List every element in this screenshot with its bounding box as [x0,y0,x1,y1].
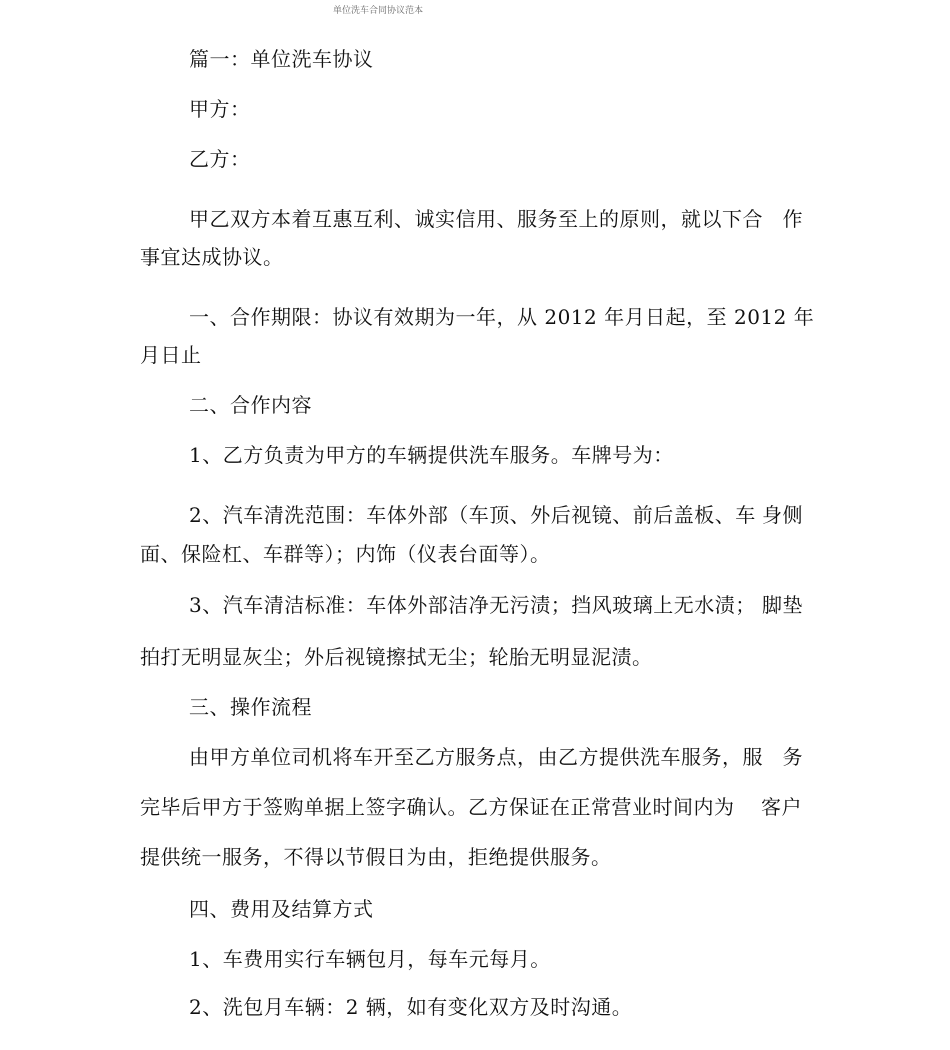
section4-item2: 2、洗包月车辆：2 辆，如有变化双方及时沟通。 [189,995,633,1019]
section3-text-2b: 客户 [761,795,802,819]
section1-line-1: 一、合作期限：协议有效期为一年，从 2012 年月日起，至 2012 年 [189,305,815,329]
section3-line-3: 提供统一服务，不得以节假日为由，拒绝提供服务。 [140,845,612,869]
section2-item3-line-1 [189,593,803,617]
running-header: 单位洗车合同协议范本 [333,6,424,16]
item3-text-b: 脚垫 [762,593,803,617]
section3-line-2 [140,795,802,819]
section3-line-1 [189,745,803,769]
party-a-label: 甲方： [189,97,251,121]
section3-heading: 三、操作流程 [189,695,312,719]
intro-text-b: 作 [782,207,803,231]
intro-text-a: 甲乙双方本着互惠互利、诚实信用、服务至上的原则，就以下合 [189,207,763,231]
section4-heading: 四、费用及结算方式 [189,897,374,921]
section2-item1: 1、乙方负责为甲方的车辆提供洗车服务。车牌号为： [189,443,674,467]
section1-line-2: 月日止 [140,343,202,367]
document-title: 篇一：单位洗车协议 [189,47,374,71]
section2-heading: 二、合作内容 [189,393,312,417]
item2-text-b: 身侧 [762,503,803,527]
section2-item2-line-1 [189,503,803,527]
party-b-label: 乙方： [189,147,251,171]
section3-text-2a: 完毕后甲方于签购单据上签字确认。乙方保证在正常营业时间内为 [140,795,735,819]
intro-paragraph-line-2: 事宜达成协议。 [140,245,284,269]
item2-text-a: 2、汽车清洗范围：车体外部（车顶、外后视镜、前后盖板、车 [189,503,756,527]
item3-text-a: 3、汽车清洁标准：车体外部洁净无污渍；挡风玻璃上无水渍； [189,593,756,617]
section3-text-1a: 由甲方单位司机将车开至乙方服务点，由乙方提供洗车服务，服 [189,745,763,769]
section4-item1: 1、车费用实行车辆包月，每车元每月。 [189,947,551,971]
intro-paragraph-line-1 [189,207,803,231]
section2-item3-line-2: 拍打无明显灰尘；外后视镜擦拭无尘；轮胎无明显泥渍。 [140,645,653,669]
section2-item2-line-2: 面、保险杠、车群等）；内饰（仪表台面等）。 [140,542,551,566]
section3-text-1b: 务 [782,745,803,769]
